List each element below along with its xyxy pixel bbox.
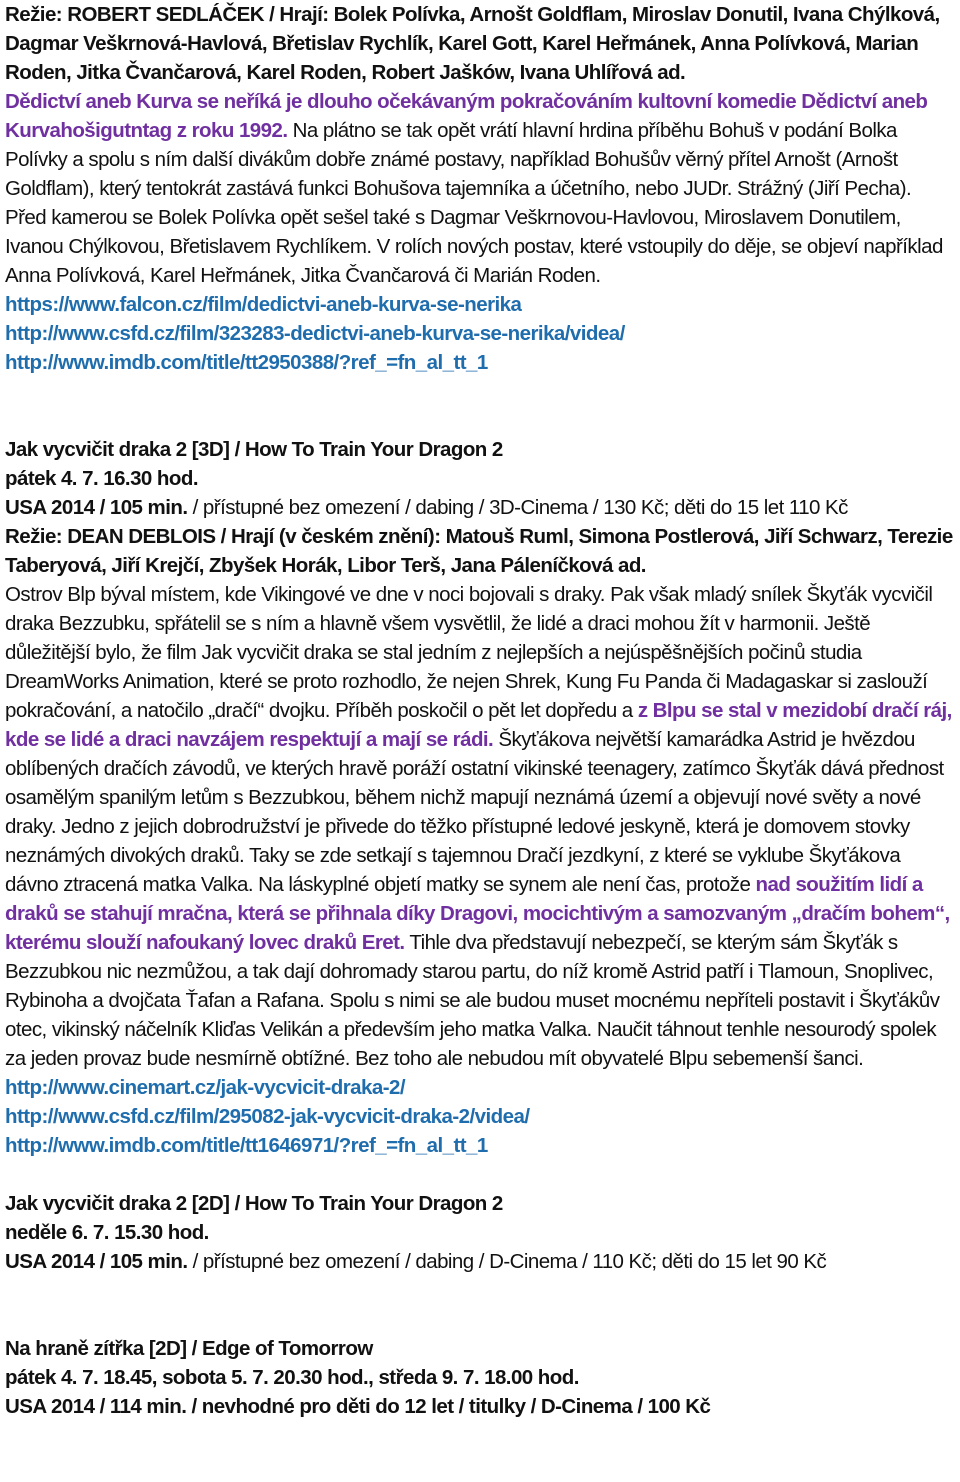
film-credits: Režie: DEAN DEBLOIS / Hrají (v českém znění): Matouš Ruml, Simona Postlerová, Jiří Schwarz, Terezie Taberyová, Jiří Krejčí, Zbyšek Horák, Libor Terš, Jana Páleníčková ad. xyxy=(5,525,953,577)
link-csfd[interactable]: http://www.csfd.cz/film/295082-jak-vycvicit-draka-2/videa/ xyxy=(5,1105,530,1128)
film-info xyxy=(5,493,954,522)
film-entry-dragon-3d xyxy=(5,435,954,1160)
film-info-bold: USA 2014 / 114 min. xyxy=(5,1395,187,1418)
description-text: Škyťákova největší kamarádka Astrid je hvězdou oblíbených dračích závodů, ve kterých hravě poráží ostatní vikinské teenagery, zatímco Škyťák dává přednost osamělým spanilým letům s Bezzubkou, během nichž mapují neznámá území a objevují nové světy a nové draky. Jedno z jejich dobrodružství je přivede do těžko přístupné ledové jeskyně, která je domovem stovky neznámých divokých draků. Taky se zde setkají s tajemnou Dračí jezdkyní, z které se vyklube Škyťákova dávno ztracená matka Valka. Na láskyplné objetí matky se synem ale není čas, protože xyxy=(5,728,944,896)
link-csfd[interactable]: http://www.csfd.cz/film/323283-dedictvi-aneb-kurva-se-nerika/videa/ xyxy=(5,322,625,345)
film-showtime: pátek 4. 7. 16.30 hod. xyxy=(5,467,198,490)
link-imdb[interactable]: http://www.imdb.com/title/tt2950388/?ref_=fn_al_tt_1 xyxy=(5,351,488,374)
description-text: Ostrov Blp býval místem, kde Vikingové ve dne v noci bojovali s draky. Pak však mladý snílek Škyťák vycvičil draka Bezzubku, spřátelil se s ním a hlavně všem vysvětlil, že lidé a draci mohou žít v harmonii. Ještě důležitější bylo, že film Jak vycvičit draka se stal jedním z nejlepších a nejúspěšnějších počinů studia DreamWorks Animation, které se proto rozhodlo, že nejen Shrek, Kung Fu Panda či Madagaskar si zaslouží pokračování, a natočilo „dračí“ dvojku. Příběh poskočil o pět let dopředu a xyxy=(5,583,933,722)
description-highlight: z Blpu se stal v mezidobí dračí ráj, kde se lidé a draci navzájem respektují a mají se rádi. xyxy=(5,699,952,751)
film-title: Na hraně zítřka [2D] / Edge of Tomorrow xyxy=(5,1337,373,1360)
film-info-bold: USA 2014 / 105 min. xyxy=(5,1250,188,1273)
spacer xyxy=(5,377,954,435)
description-text: Tihle dva představují nebezpečí, se kterým sám Škyťák s Bezzubkou nic nezmůžou, a tak dají dohromady starou partu, do níž kromě Astrid patří i Tlamoun, Snoplivec, Rybinoha a dvojčata Ťafan a Rafana. Spolu s nimi se ale budou muset mocnému nepříteli postavit i Škyťákův otec, vikinský náčelník Kliďas Velikán a především jeho matka Valka. Naučit táhnout tenhle nesourodý spolek za jeden provaz bude nesmírně obtížné. Bez toho ale nebudou mít obyvatelé Blpu sebemenší šanci. xyxy=(5,931,940,1070)
film-title: Jak vycvičit draka 2 [3D] / How To Train Your Dragon 2 xyxy=(5,438,503,461)
film-description xyxy=(5,580,954,1073)
film-entry-dragon-2d xyxy=(5,1189,954,1276)
film-showtime: neděle 6. 7. 15.30 hod. xyxy=(5,1221,209,1244)
film-info-rest: / přístupné bez omezení / dabing / D-Cinema / 110 Kč; děti do 15 let 90 Kč xyxy=(187,1250,827,1273)
film-info xyxy=(5,1392,954,1421)
film-entry-edge-of-tomorrow xyxy=(5,1334,954,1421)
spacer xyxy=(5,1160,954,1189)
film-info-rest: / nevhodné pro děti do 12 let / titulky / D-Cinema / 100 Kč xyxy=(186,1395,711,1418)
description-text: Na plátno se tak opět vrátí hlavní hrdina příběhu Bohuš v podání Bolka Polívky a spolu s ním další divákům dobře známé postavy, například Bohušův věrný přítel Arnošt (Arnošt Goldflam), který tentokrát zastává funkci Bohušova tajemníka a účetního, nebo JUDr. Strážný (Jiří Pecha). Před kamerou se Bolek Polívka opět sešel také s Dagmar Veškrnovou-Havlovou, Miroslavem Donutilem, Ivanou Chýlkovou, Břetislavem Rychlíkem. V rolích nových postav, které vstoupily do děje, se objeví například Anna Polívková, Karel Heřmánek, Jitka Čvančarová či Marián Roden. xyxy=(5,119,943,287)
film-info-bold: USA 2014 / 105 min. xyxy=(5,496,188,519)
film-credits: Režie: ROBERT SEDLÁČEK / Hrají: Bolek Polívka, Arnošt Goldflam, Miroslav Donutil, Ivana Chýlková, Dagmar Veškrnová-Havlová, Břetislav Rychlík, Karel Gott, Karel Heřmánek, Anna Polívková, Marian Roden, Jitka Čvančarová, Karel Roden, Robert Jašków, Ivana Uhlířová ad. xyxy=(5,3,940,84)
film-title: Jak vycvičit draka 2 [2D] / How To Train Your Dragon 2 xyxy=(5,1192,503,1215)
description-highlight: nad soužitím lidí a draků se stahují mračna, která se přihnala díky Dragovi, mocichtivým a samozvaným „dračím bohem“, kterému slouží nafoukaný lovec draků Eret. xyxy=(5,873,950,954)
link-imdb[interactable]: http://www.imdb.com/title/tt1646971/?ref_=fn_al_tt_1 xyxy=(5,1134,488,1157)
spacer xyxy=(5,1276,954,1334)
link-falcon[interactable]: https://www.falcon.cz/film/dedictvi-aneb-kurva-se-nerika xyxy=(5,293,522,316)
film-info-rest: / přístupné bez omezení / dabing / 3D-Cinema / 130 Kč; děti do 15 let 110 Kč xyxy=(187,496,848,519)
film-info xyxy=(5,1247,954,1276)
film-description xyxy=(5,87,954,290)
link-cinemart[interactable]: http://www.cinemart.cz/jak-vycvicit-draka-2/ xyxy=(5,1076,405,1099)
film-entry-dedictvi xyxy=(5,0,954,377)
film-showtime: pátek 4. 7. 18.45, sobota 5. 7. 20.30 hod., středa 9. 7. 18.00 hod. xyxy=(5,1366,579,1389)
description-highlight: Dědictví aneb Kurva se neříká je dlouho očekávaným pokračováním kultovní komedie Dědictví aneb Kurvahošigutntag z roku 1992. xyxy=(5,90,928,142)
